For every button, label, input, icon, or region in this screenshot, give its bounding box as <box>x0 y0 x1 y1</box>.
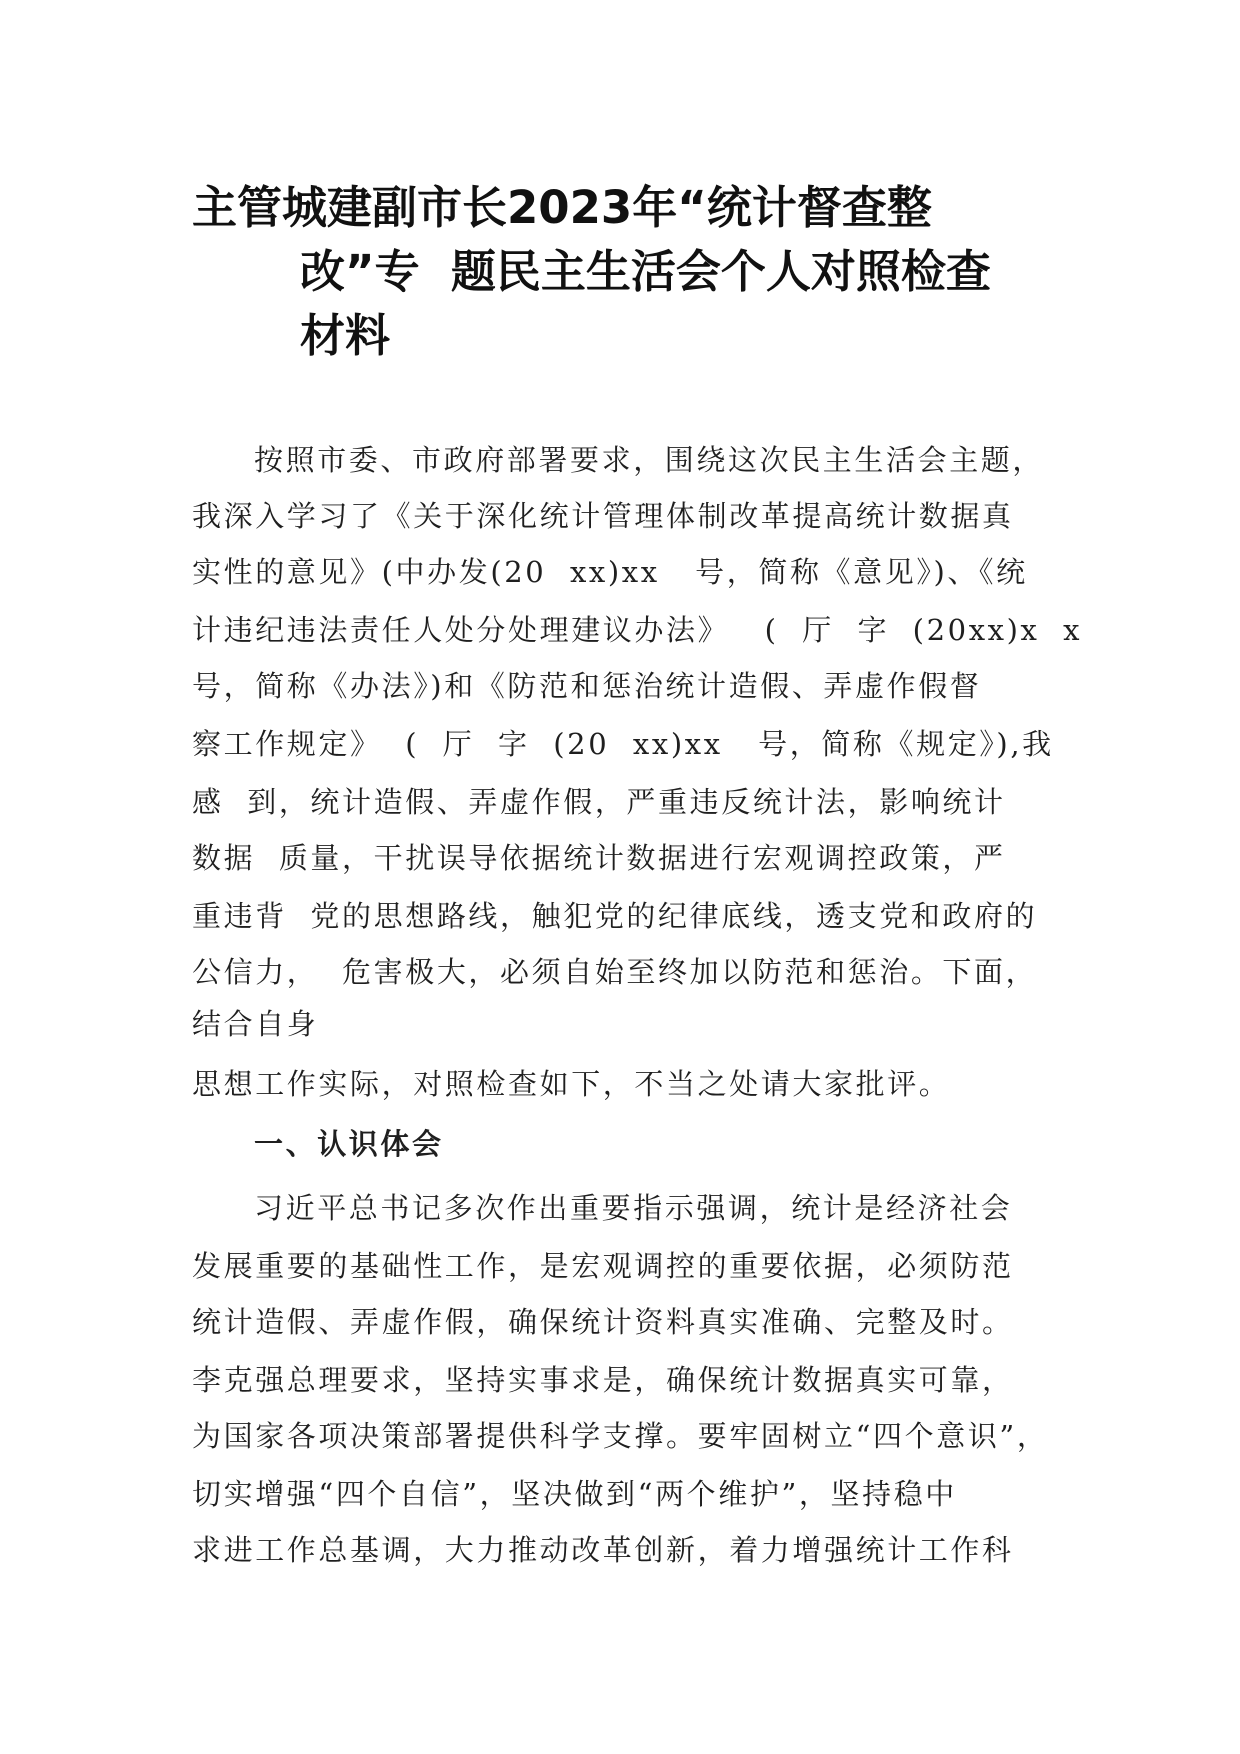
paragraph-2-line: 统计造假、弄虚作假，确保统计资料真实准确、完整及时。 <box>192 1305 1014 1339</box>
document-title-line-2: 改”专 题民主生活会个人对照检查 <box>300 245 991 298</box>
section-heading: 一、认识体会 <box>254 1127 444 1161</box>
paragraph-1-line: 数据 质量，干扰误导依据统计数据进行宏观调控政策，严 <box>192 841 1006 875</box>
paragraph-2-line: 发展重要的基础性工作，是宏观调控的重要依据，必须防范 <box>192 1249 1014 1283</box>
paragraph-1-line: 察工作规定》 ( 厅 字 (20 xx)xx 号，简称《规定》),我 <box>192 727 1054 761</box>
paragraph-1-line: 结合自身 <box>192 1007 319 1041</box>
paragraph-1-line: 我深入学习了《关于深化统计管理体制改革提高统计数据真 <box>192 499 1014 533</box>
paragraph-1-line: 公信力， 危害极大，必须自始至终加以防范和惩治。下面， <box>192 955 1038 989</box>
paragraph-2-line: 切实增强“四个自信”，坚决做到“两个维护”，坚持稳中 <box>192 1477 957 1511</box>
document-title-line-3: 材料 <box>300 309 391 362</box>
paragraph-1-line: 重违背 党的思想路线，触犯党的纪律底线，透支党和政府的 <box>192 899 1038 933</box>
paragraph-2-line: 李克强总理要求，坚持实事求是，确保统计数据真实可靠， <box>192 1363 1014 1397</box>
paragraph-2-line: 为国家各项决策部署提供科学支撑。要牢固树立“四个意识”， <box>192 1419 1049 1453</box>
document-title-line-1: 主管城建副市长2023年“统计督查整 <box>192 181 932 234</box>
paragraph-2-line: 求进工作总基调，大力推动改革创新，着力增强统计工作科 <box>192 1533 1014 1567</box>
paragraph-1-line: 思想工作实际，对照检查如下，不当之处请大家批评。 <box>192 1067 951 1101</box>
paragraph-2-line: 习近平总书记多次作出重要指示强调，统计是经济社会 <box>254 1191 1013 1225</box>
paragraph-1-line: 按照市委、市政府部署要求，围绕这次民主生活会主题， <box>254 443 1045 477</box>
paragraph-1-line: 计违纪违法责任人处分处理建议办法》 ( 厅 字 (20xx)x x <box>192 613 1083 647</box>
paragraph-1-line: 号，简称《办法》)和《防范和惩治统计造假、弄虚作假督 <box>192 669 982 703</box>
paragraph-1-line: 感 到，统计造假、弄虚作假，严重违反统计法，影响统计 <box>192 785 1006 819</box>
paragraph-1-line: 实性的意见》(中办发(20 xx)xx 号，简称《意见》)、《统 <box>192 555 1028 589</box>
